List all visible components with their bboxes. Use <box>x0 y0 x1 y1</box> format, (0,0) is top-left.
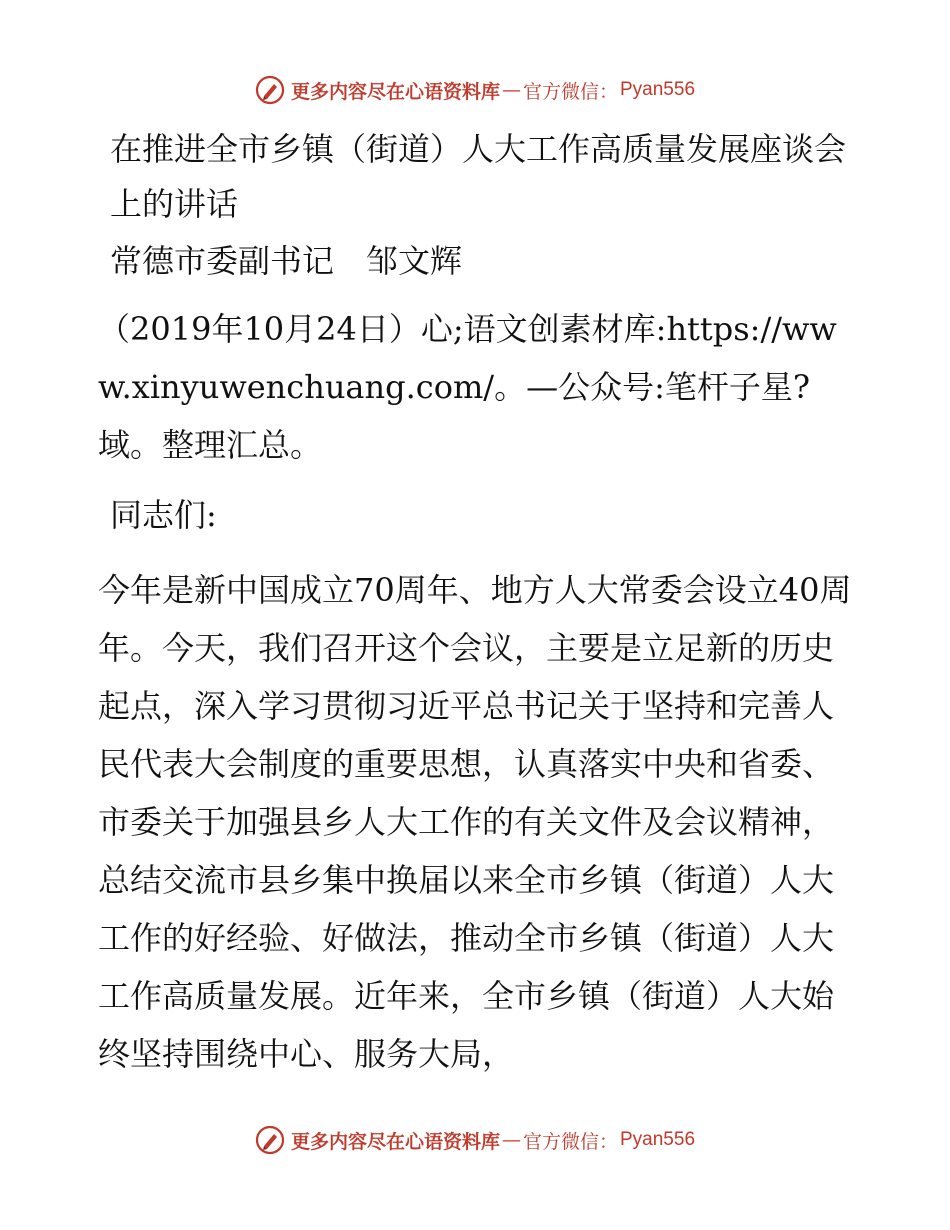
banner-wechat-label: 官方微信： <box>522 1130 618 1153</box>
document-body <box>98 122 858 1083</box>
pen-logo-icon <box>255 75 285 105</box>
document-paragraph: 今年是新中国成立70周年、地方人大常委会设立40周年。今天，我们召开这个会议，主要是立足新的历史起点，深入学习贯彻习近平总书记关于坚持和完善人民代表大会制度的重要思想，认真落实中央和省委、市委关于加强县乡人大工作的有关文件及会议精神，总结交流市县乡集中换届以来全市乡镇（街道）人大工作的好经验、好做法，推动全市乡镇（街道）人大工作高质量发展。近年来，全市乡镇（街道）人大始终坚持围绕中心、服务大局， <box>98 571 852 1073</box>
document-title: 在推进全市乡镇（街道）人大工作高质量发展座谈会上的讲话 <box>110 130 847 223</box>
header-banner <box>0 70 950 110</box>
banner-dash: — <box>501 79 521 101</box>
document-author: 常德市委副书记 邹文辉 <box>110 242 463 280</box>
document-date-line: （2019年10月24日）心;语文创素材库:https://www.xinyuwenchuang.com/。—公众号:笔杆子星?域。整理汇总。 <box>98 310 837 464</box>
banner-wechat-id: Pyan556 <box>620 1129 696 1150</box>
banner-text: 更多内容尽在心语资料库 <box>290 1130 500 1153</box>
document-greeting: 同志们: <box>110 496 217 534</box>
footer-banner <box>0 1120 950 1160</box>
banner-dash: — <box>501 1129 521 1151</box>
banner-text: 更多内容尽在心语资料库 <box>290 80 500 103</box>
banner-wechat-id: Pyan556 <box>620 79 696 100</box>
banner-wechat-label: 官方微信： <box>522 80 618 103</box>
pen-logo-icon <box>255 1125 285 1155</box>
